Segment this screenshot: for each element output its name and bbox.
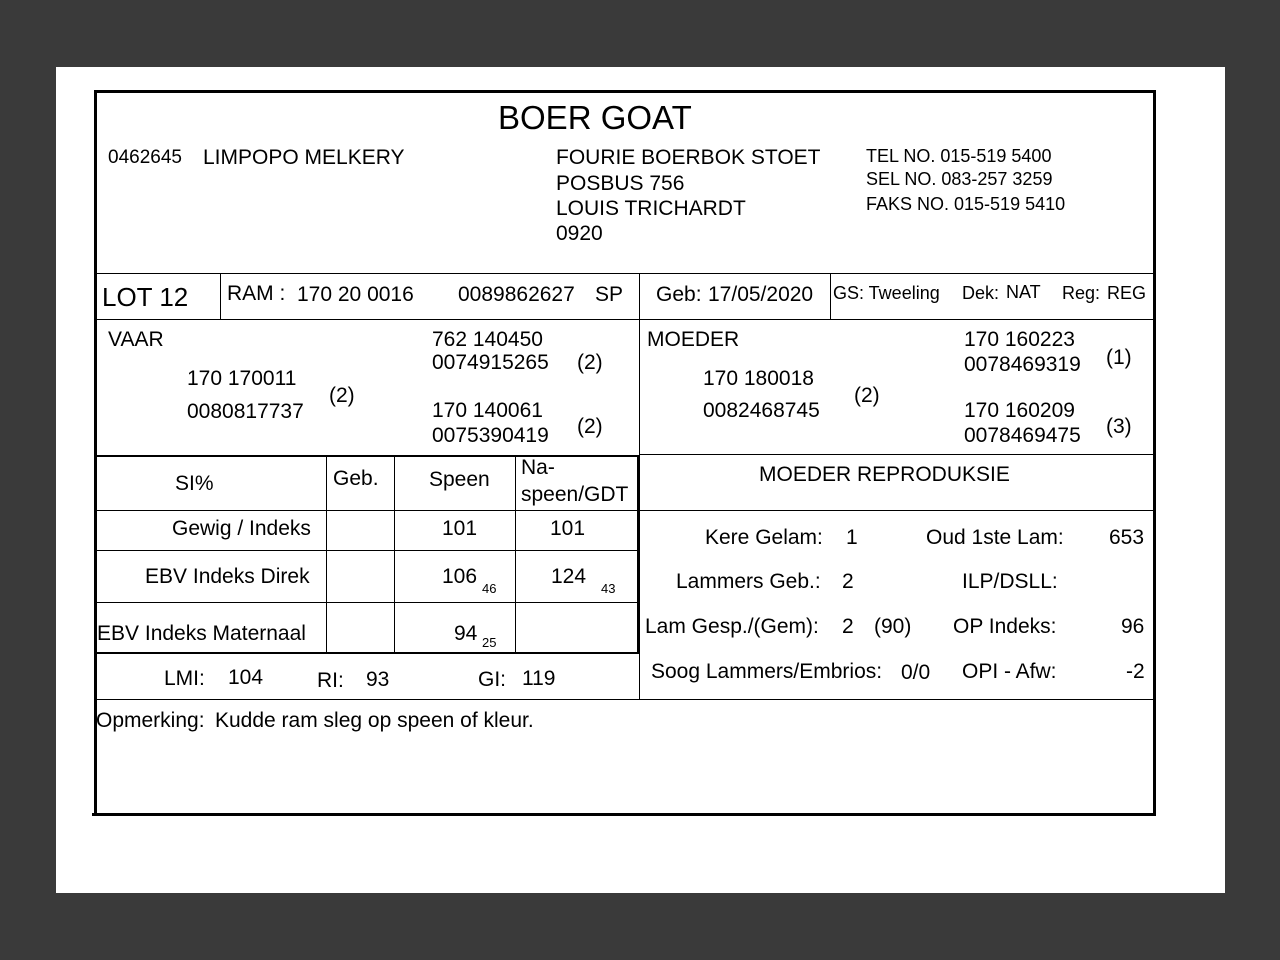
geb-header: Geb.: [333, 467, 379, 490]
ram-label: RAM :: [227, 282, 286, 305]
stud-address-2: LOUIS TRICHARDT: [556, 197, 746, 220]
rule-perf-header-bottom: [96, 510, 1154, 511]
vaar-class: (2): [329, 384, 355, 407]
remark-label: Opmerking:: [96, 709, 205, 732]
birth-date: 17/05/2020: [708, 283, 814, 306]
lammers-geb-value: 2: [842, 570, 854, 593]
row-direk-label: EBV Indeks Direk: [145, 565, 310, 588]
dek-value: NAT: [1006, 282, 1041, 302]
frame-left: [94, 90, 97, 816]
rule-perf-top-left: [96, 455, 639, 457]
moeder-number: 170 180018: [703, 367, 814, 390]
row-direk-naspeen: 124: [551, 565, 587, 588]
lmi-label: LMI:: [164, 667, 205, 690]
vaar-number: 170 170011: [187, 367, 297, 390]
reg-label: Reg:: [1062, 283, 1101, 303]
opi-label: OPI - Afw:: [962, 660, 1057, 683]
gi-value: 119: [522, 667, 556, 690]
soog-value: 0/0: [901, 661, 931, 684]
ri-value: 93: [366, 668, 390, 691]
rule-perf-top-right: [639, 454, 1154, 455]
vaar-label: VAAR: [108, 328, 164, 351]
reg-value: REG: [1107, 283, 1147, 303]
vaar-sire-number: 762 140450: [432, 328, 543, 351]
stud-address-1: POSBUS 756: [556, 172, 685, 195]
naspeen-header-1: Na-: [521, 456, 555, 479]
naspeen-header-2: speen/GDT: [521, 483, 629, 506]
ilp-label: ILP/DSLL:: [962, 570, 1058, 593]
row-maternaal-label: EBV Indeks Maternaal: [97, 622, 306, 645]
lammers-geb-label: Lammers Geb.:: [676, 570, 821, 593]
rule-lot-div2: [639, 273, 640, 319]
rule-pedigree-div: [639, 319, 640, 699]
moeder-sire-id: 0078469319: [964, 353, 1081, 376]
gesp-value: 2: [842, 615, 854, 638]
row-direk-speen-acc: 46: [482, 581, 497, 596]
sel-number: SEL NO. 083-257 3259: [866, 169, 1053, 189]
gesp-label: Lam Gesp./(Gem):: [645, 615, 819, 638]
vaar-dam-id: 0075390419: [432, 424, 549, 447]
tel-number: TEL NO. 015-519 5400: [866, 146, 1052, 166]
moeder-sire-number: 170 160223: [964, 328, 1075, 351]
row-direk-naspeen-acc: 43: [601, 581, 616, 596]
moeder-dam-class: (3): [1106, 415, 1132, 438]
birth-status: GS: Tweeling: [833, 283, 940, 303]
kere-gelam-value: 1: [846, 526, 858, 549]
vaar-sire-id: 0074915265: [432, 351, 549, 374]
repro-title: MOEDER REPRODUKSIE: [759, 463, 1010, 486]
ram-number: 170 20 0016: [297, 283, 414, 306]
op-label: OP Indeks:: [953, 615, 1057, 638]
oud-label: Oud 1ste Lam:: [926, 526, 1064, 549]
row-gewig-naspeen: 101: [550, 517, 586, 540]
row-direk-speen: 106: [442, 565, 478, 588]
row-gewig-label: Gewig / Indeks: [172, 517, 311, 540]
vaar-id: 0080817737: [187, 400, 304, 423]
moeder-sire-class: (1): [1106, 346, 1132, 369]
dek-label: Dek:: [962, 283, 1000, 303]
rule-perf-col4: [637, 457, 639, 653]
moeder-dam-id: 0078469475: [964, 424, 1081, 447]
breeder-number: 0462645: [108, 147, 182, 168]
gi-label: GI:: [478, 668, 507, 691]
speen-header: Speen: [429, 468, 490, 491]
moeder-class: (2): [854, 384, 880, 407]
ri-label: RI:: [317, 669, 344, 692]
frame-bottom: [92, 813, 1156, 816]
rule-perf-row1: [96, 550, 639, 551]
stud-name: FOURIE BOERBOK STOET: [556, 146, 821, 169]
remark-text: Kudde ram sleg op speen of kleur.: [215, 709, 534, 732]
rule-perf-col2: [394, 457, 395, 653]
lmi-value: 104: [228, 666, 264, 689]
ram-id: 0089862627: [458, 283, 575, 306]
rule-lot-top: [96, 273, 1154, 274]
ram-sp: SP: [595, 283, 624, 306]
rule-lmi-bottom: [96, 699, 1154, 700]
moeder-dam-number: 170 160209: [964, 399, 1075, 422]
lot-number: LOT 12: [102, 282, 189, 312]
rule-perf-row2: [96, 602, 639, 603]
rule-lot-div3: [830, 273, 831, 319]
birth-label: Geb:: [656, 283, 702, 306]
rule-perf-row3: [96, 652, 639, 654]
moeder-id: 0082468745: [703, 399, 820, 422]
si-header: SI%: [175, 472, 214, 495]
vaar-dam-class: (2): [577, 415, 603, 438]
moeder-label: MOEDER: [647, 328, 740, 351]
rule-lot-bottom: [96, 319, 1154, 320]
rule-perf-col1: [326, 457, 327, 653]
faks-number: FAKS NO. 015-519 5410: [866, 194, 1066, 214]
row-maternaal-speen-acc: 25: [482, 635, 497, 650]
row-gewig-speen: 101: [442, 517, 478, 540]
frame-right: [1153, 90, 1156, 816]
soog-label: Soog Lammers/Embrios:: [651, 660, 883, 683]
stud-postcode: 0920: [556, 222, 603, 245]
card-title: BOER GOAT: [498, 99, 692, 136]
rule-perf-col3: [515, 457, 516, 653]
frame-top: [94, 90, 1156, 93]
opi-value: -2: [1126, 660, 1145, 683]
op-value: 96: [1121, 615, 1145, 638]
kere-gelam-label: Kere Gelam:: [705, 526, 823, 549]
vaar-sire-class: (2): [577, 351, 603, 374]
gem-value: (90): [874, 615, 912, 638]
oud-value: 653: [1109, 526, 1145, 549]
rule-lot-div1: [220, 273, 221, 319]
breeder-name: LIMPOPO MELKERY: [203, 146, 405, 169]
vaar-dam-number: 170 140061: [432, 399, 543, 422]
row-maternaal-speen: 94: [454, 622, 478, 645]
